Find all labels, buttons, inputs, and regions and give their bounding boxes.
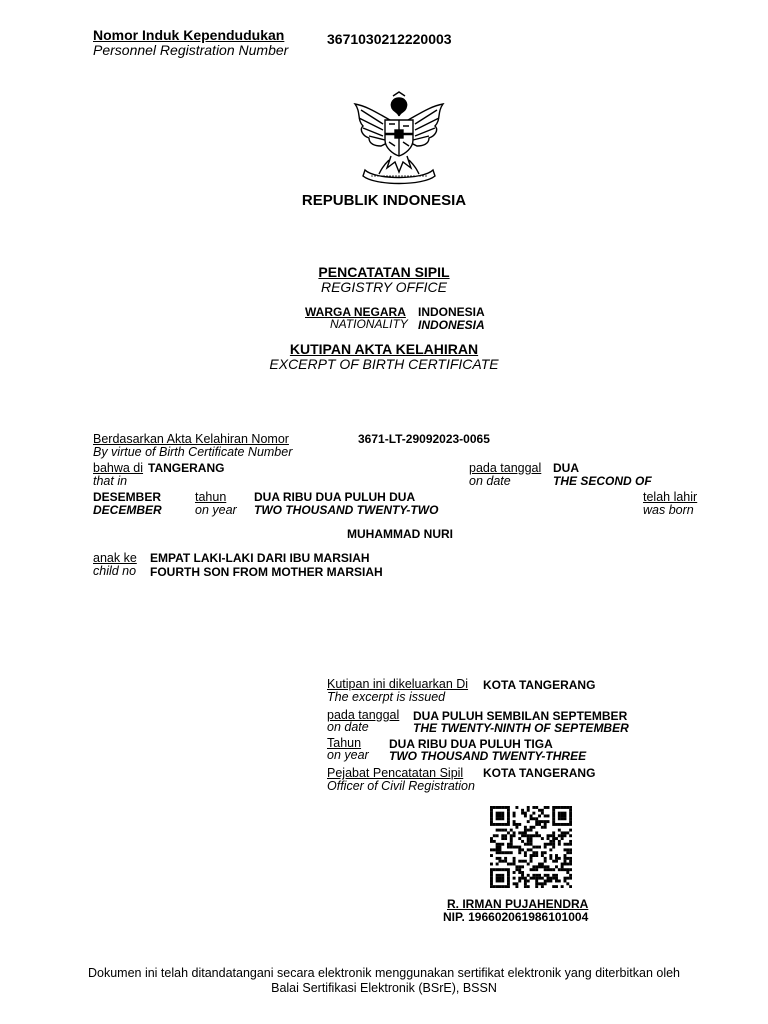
qr-code-icon — [490, 806, 572, 888]
issued-year: DUA RIBU DUA PULUH TIGA — [389, 737, 553, 751]
child-name: MUHAMMAD NURI — [347, 527, 453, 541]
garuda-emblem-icon — [343, 90, 455, 186]
issued-date-label-en: on date — [327, 720, 369, 734]
birth-date-label-en: on date — [469, 474, 511, 488]
birth-day-en: THE SECOND OF — [553, 474, 652, 488]
child-order-label-en: child no — [93, 564, 137, 578]
birth-year-en: TWO THOUSAND TWENTY-TWO — [254, 503, 439, 517]
document-title-en: EXCERPT OF BIRTH CERTIFICATE — [269, 356, 499, 372]
issued-year-en: TWO THOUSAND TWENTY-THREE — [389, 749, 587, 763]
document-title: KUTIPAN AKTA KELAHIRAN — [289, 341, 479, 357]
nik-label: Nomor Induk Kependudukan — [93, 27, 285, 43]
nik-label-en: Personnel Registration Number — [93, 42, 289, 58]
birth-place: TANGERANG — [148, 461, 225, 475]
country-title: REPUBLIK INDONESIA — [301, 192, 467, 209]
signatory-nip: NIP. 196602061986101004 — [443, 910, 589, 924]
birth-year-label: tahun — [195, 490, 227, 504]
nationality-label-en: NATIONALITY — [330, 317, 408, 331]
officer-place: KOTA TANGERANG — [483, 766, 596, 780]
birth-day: DUA — [553, 461, 579, 475]
issued-label: Kutipan ini dikeluarkan Di — [327, 677, 469, 691]
birth-place-label: bahwa di — [93, 461, 144, 475]
birth-place-label-en: that in — [93, 474, 128, 488]
office-title-en: REGISTRY OFFICE — [320, 279, 447, 295]
signatory-name: R. IRMAN PUJAHENDRA — [447, 897, 589, 911]
issued-date: DUA PULUH SEMBILAN SEPTEMBER — [413, 709, 628, 723]
birth-year-label-en: on year — [195, 503, 237, 517]
footer-line-2: Balai Sertifikasi Elektronik (BSrE), BSSN — [271, 981, 497, 995]
nationality-label: WARGA NEGARA — [305, 305, 406, 319]
born-label: telah lahir — [643, 490, 698, 504]
officer-label-en: Officer of Civil Registration — [327, 779, 475, 793]
issued-date-label: pada tanggal — [327, 708, 400, 722]
child-order-en: FOURTH SON FROM MOTHER MARSIAH — [150, 565, 383, 579]
nik-value: 3671030212220003 — [327, 31, 452, 47]
certificate-number-label: Berdasarkan Akta Kelahiran Nomor — [93, 432, 289, 446]
footer-line-1: Dokumen ini telah ditandatangani secara elektronik menggunakan sertifikat elektronik yang diterbitkan oleh — [87, 966, 681, 980]
nationality-value-en: INDONESIA — [418, 318, 485, 332]
electronic-signature-notice — [40, 966, 728, 996]
certificate-number-label-en: By virtue of Birth Certificate Number — [93, 445, 293, 459]
office-title: PENCATATAN SIPIL — [318, 264, 450, 280]
child-order: EMPAT LAKI-LAKI DARI IBU MARSIAH — [150, 551, 370, 565]
issued-year-label: Tahun — [327, 736, 362, 750]
issued-place: KOTA TANGERANG — [483, 678, 596, 692]
issued-year-label-en: on year — [327, 748, 369, 762]
birth-date-label: pada tanggal — [469, 461, 542, 475]
birth-month-en: DECEMBER — [93, 503, 162, 517]
officer-label: Pejabat Pencatatan Sipil — [327, 766, 464, 780]
child-order-label: anak ke — [93, 551, 137, 565]
born-label-en: was born — [643, 503, 694, 517]
nationality-value: INDONESIA — [418, 305, 485, 319]
birth-year: DUA RIBU DUA PULUH DUA — [254, 490, 416, 504]
issued-label-en: The excerpt is issued — [327, 690, 446, 704]
birth-month: DESEMBER — [93, 490, 162, 504]
certificate-number: 3671-LT-29092023-0065 — [358, 432, 490, 446]
issued-date-en: THE TWENTY-NINTH OF SEPTEMBER — [413, 721, 629, 735]
